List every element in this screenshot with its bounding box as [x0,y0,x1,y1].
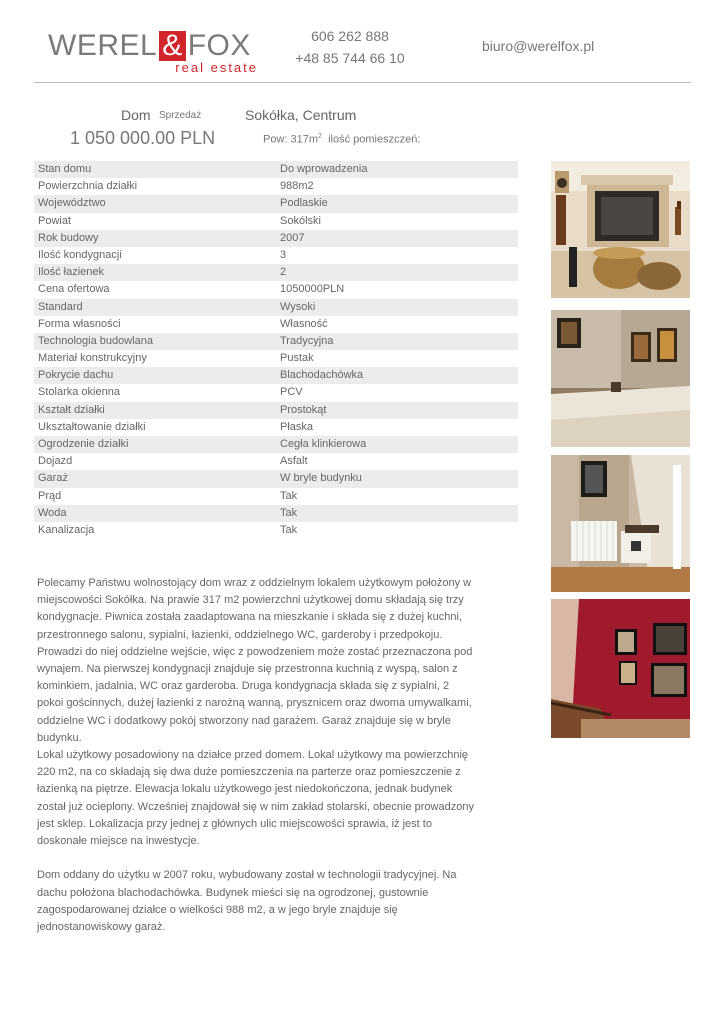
parameter-row [34,195,518,212]
parameter-row [34,247,518,264]
parameter-value: Sokólski [280,214,321,227]
parameter-value: Asfalt [280,455,308,468]
parameter-label: Woda [38,506,67,519]
property-description [37,575,477,936]
deal-type: Sprzedaż [159,110,202,121]
photo-hallway [551,455,690,592]
parameter-row [34,161,518,178]
parameter-row [34,299,518,316]
parameter-row [34,264,518,281]
parameter-label: Pokrycie dachu [38,369,114,382]
parameter-label: Ilość kondygnacji [38,248,122,261]
property-type: Dom [121,107,151,123]
parameter-label: Dojazd [38,455,73,468]
parameter-value: 1050000PLN [280,283,345,296]
parameter-value: Blachodachówka [280,369,364,382]
parameter-value: 3 [280,248,287,261]
parameter-label: Stolarka okienna [38,386,120,399]
parameter-row [34,350,518,367]
phone-number-landline: +48 85 744 66 10 [295,50,405,66]
property-price: 1 050 000.00 PLN [70,128,216,148]
parameter-row [34,505,518,522]
parameter-value: Tradycyjna [280,334,334,347]
parameter-label: Prąd [38,489,62,502]
parameter-row [34,333,518,350]
parameter-value: Pustak [280,352,314,365]
parameter-row [34,367,518,384]
parameter-row [34,230,518,247]
parameter-label: Standard [38,300,83,313]
parameter-label: Stan domu [38,163,92,175]
parameter-row [34,384,518,401]
property-area [263,133,420,146]
contact-email: biuro@werelfox.pl [482,38,595,54]
parameter-label: Ilość łazienek [38,266,105,279]
property-location: Sokółka, Centrum [245,107,357,123]
parameter-row [34,402,518,419]
photo-bedroom [551,310,690,447]
parameter-label: Województwo [38,197,106,210]
parameter-row [34,178,518,195]
parameter-row [34,488,518,505]
parameter-value: Prostokąt [280,403,327,416]
parameter-label: Powierzchnia działki [38,180,138,193]
logo-tagline: real estate [175,60,258,75]
logo-wordmark: WEREL & FOX [48,29,251,62]
parameter-value: PCV [280,386,303,399]
parameter-label: Garaż [38,472,68,485]
parameter-value: 2 [280,266,287,279]
parameter-value: 2007 [280,231,305,244]
parameter-label: Cena ofertowa [38,283,110,296]
parameter-value: Tak [280,489,298,502]
header-divider [34,82,691,83]
parameter-value: Tak [280,523,298,536]
description-paragraph-commercial: Lokal użytkowy posadowiony na działce przed domem. Lokal użytkowy ma powierzchnię 220 m2, na co składają się dwa duże pomieszczenia na parterze oraz pomieszczenie z łazienką na piętrze. Elewacja lokalu użytkowego jest niedokończona, jednak budynek został już ocieplony. Wcześniej znajdował się w nim zakład stolarski, obecnie prowadzony jest sklep. Lokalizacja przy jednej z głównych ulic miejscowości sprawia, iż jest to doskonałe miejsce na inwestycje. [37,749,474,848]
rooms-label: ilość pomieszczeń: [328,133,421,146]
parameter-value: Podlaskie [280,197,328,210]
parameter-label: Ukształtowanie działki [38,420,146,433]
parameter-value: 988m2 [280,180,314,193]
parameter-value: Wysoki [280,300,316,313]
paragraph-spacer [37,850,477,867]
parameter-label: Kształt działki [38,403,105,416]
parameter-label: Materiał konstrukcyjny [38,352,147,365]
photo-staircase-gallery [551,599,690,738]
parameter-row [34,316,518,333]
parameter-label: Ogrodzenie działki [38,438,129,450]
parameter-label: Technologia budowlana [38,334,153,347]
parameter-label: Powiat [38,214,72,227]
parameter-row [34,419,518,436]
area-unit-sup: 2 [318,133,322,140]
parameter-label: Kanalizacja [38,523,95,536]
parameter-value: Tak [280,506,298,519]
parameter-value: Do wprowadzenia [280,163,368,175]
parameter-row [34,213,518,230]
parameter-label: Forma własności [38,317,121,330]
parameter-value: Cegła klinkierowa [280,438,367,450]
parameter-value: W bryle budynku [280,472,362,485]
company-logo [48,30,258,74]
property-parameters-table [34,161,518,539]
parameter-value: Własność [280,317,328,330]
parameter-value: Płaska [280,420,314,433]
area-label: Pow: 317m [263,133,319,146]
description-paragraph-summary: Dom oddany do użytku w 2007 roku, wybudowany został w technologii tradycyjnej. Na dachu położona blachodachówka. Budynek mieści się na ogrodzonej, gustownie zagospodarowanej działce o wielkości 988 m2, a w jego bryle znajduje się jednostanowiskowy garaż. [37,869,457,934]
parameter-row [34,522,518,539]
parameter-row [34,470,518,487]
phone-number-mobile: 606 262 888 [311,28,389,44]
parameter-row [34,453,518,470]
description-paragraph-house: Polecamy Państwu wolnostojący dom wraz z oddzielnym lokalem użytkowym położony w miejscowości Sokółka. Na prawie 317 m2 powierzchni użytkowej domu składają się trzy kondygnacje. Piwnica została zaadaptowana na mieszkanie i składa się z dużej kuchni, przestronnego salonu, sypialni, łazienki, oddzielnego WC, garderoby i przedpokoju. Prowadzi do niej oddzielne wejście, więc z powodzeniem może zostać przeznaczona pod wynajem. Na pierwszej kondygnacji znajduje się przestronna kuchnią z wyspą, salon z kominkiem, jadalnia, WC oraz garderoba. Druga kondygnacja składa się z sypialni, 2 pokoi gościnnych, dużej łazienki z narożną wanną, prysznicem oraz dwoma umywalkami, oddzielne WC i dodatkowy pokój stworzony nad garażem. Garaż znajduje się w bryle budynku. [37,577,473,744]
parameter-row [34,281,518,298]
parameter-label: Rok budowy [38,231,99,244]
parameter-row [34,436,518,453]
photo-fireplace [551,161,690,298]
